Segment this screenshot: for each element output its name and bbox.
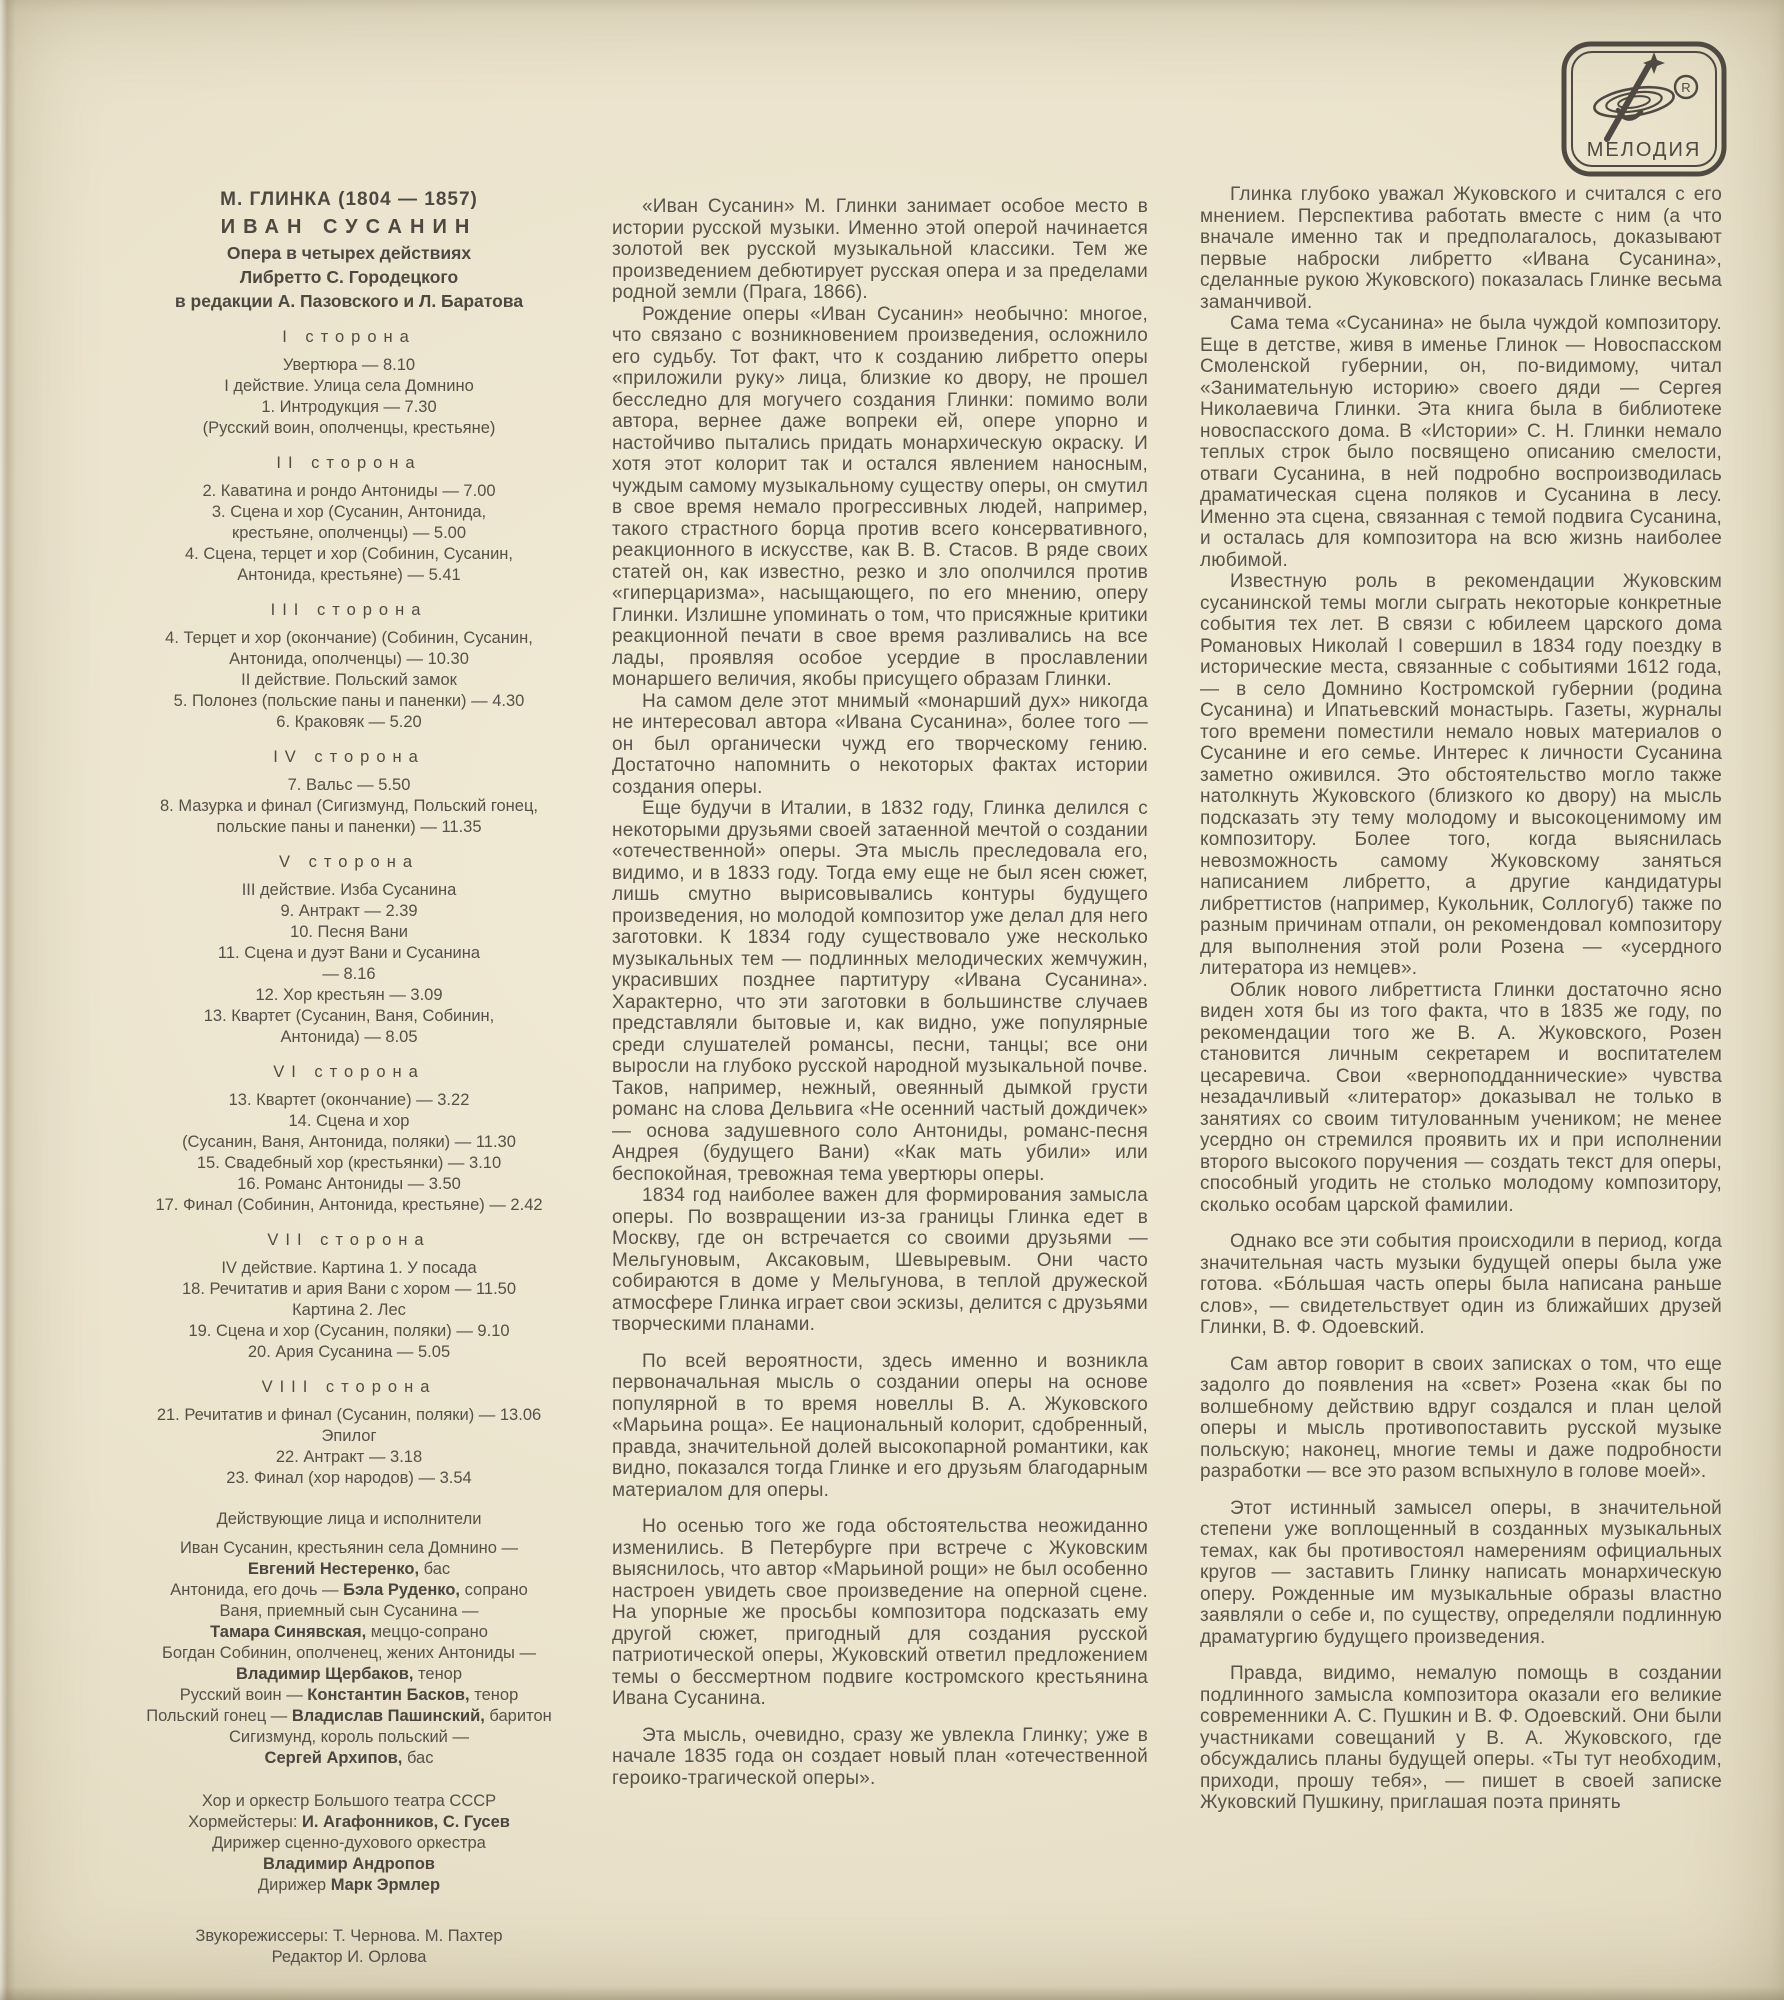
opera-subtitle-3: в редакции А. Пазовского и Л. Баратова [174,291,524,311]
side-header: V сторона [278,853,420,871]
cast-line [118,1727,580,1748]
tracklist-column [118,186,580,1968]
track-line: 7. Вальс — 5.50 [287,776,411,794]
cast-block [118,1509,580,1769]
melodiya-brand-name: МЕЛОДИЯ [1586,139,1702,161]
track-line: (Русский воин, ополченцы, крестьяне) [202,419,496,437]
track-line: крестьяне, ополченцы) — 5.00 [231,524,467,542]
opera-subtitle-1: Опера в четырех действиях [226,243,472,263]
track-line: 23. Финал (хор народов) — 3.54 [226,1469,472,1487]
cast-line [118,1559,580,1580]
performer-name: Константин Басков, [307,1686,470,1704]
performer-name: Владимир Щербаков, [235,1665,414,1683]
track-line: Картина 2. Лес [292,1301,406,1319]
performers-line [118,1875,580,1896]
registered-letter: R [1681,80,1691,95]
cast-line [118,1601,580,1622]
track-line: 6. Краковяк — 5.20 [276,713,422,731]
performers-line [118,1854,580,1875]
opera-title: ИВАН СУСАНИН [220,216,478,238]
liner-notes-paragraph: Еще будучи в Италии, в 1832 году, Глинка делился с некоторыми друзьями своей затаенной мечтой о создании «отечественной» оперы. Эта мысль преследовала его, видимо, и в 1833 году. Тогда ему еще не был ясен сюжет, лишь смутно вырисовывались контуры будущего произведения, но молодой композитор уже делал для него заготовки. К 1834 году существовало уже несколько музыкальных тем — подлинных мелодических жемчужин, украсивших позднее партитуру «Ивана Сусанина». Характерно, что эти заготовки в большинстве случаев представляли бытовые и, как видно, уже популярные среди слушателей романсы, песни, танцы; все они выросли на глубоко русской народной музыкальной почве. Таков, например, нежный, овеянный дымкой грусти романс на слова Дельвига «Не осенний частый дождичек» — основа задушевного соло Антониды, романс-песня Андрея (будущего Вани) «Как мать убили» или беспокойная, тревожная тема увертюры оперы. [612,798,1148,1185]
track-line: 19. Сцена и хор (Сусанин, поляки) — 9.10 [188,1322,510,1340]
role-text: Сигизмунд, король польский — [229,1728,469,1746]
credits-line: Звукорежиссеры: Т. Чернова. М. Пахтер [195,1927,503,1945]
role-text: Иван Сусанин, крестьянин села Домнино — [179,1539,519,1557]
liner-notes-paragraph: 1834 год наиболее важен для формирования замысла оперы. По возвращении из-за границы Глинка едет в Москву, где он встречается со своими друзьями — Мельгуновым, Аксаковым, Шевыревым. Они часто собираются в доме у Мельгунова, в теплой дружеской атмосфере Глинка играет свои эскизы, делится с друзьями творческими планами. [612,1185,1148,1335]
side-header: VI сторона [273,1063,425,1081]
liner-notes-paragraph: «Иван Сусанин» М. Глинки занимает особое место в истории русской музыки. Именно этой оперой начинается золотой век русской музыкальной классики. Тем же произведением дебютирует русская опера и за пределами родной земли (Прага, 1866). [612,196,1148,303]
liner-notes-paragraph: Эта мысль, очевидно, сразу же увлекла Глинку; уже в начале 1835 года он создает новый план «отечественной героико-трагической оперы». [612,1724,1148,1789]
role-text: Хормейстеры: [188,1813,303,1831]
track-line: Увертюра — 8.10 [282,356,416,374]
performer-name: Владислав Пашинский, [291,1707,485,1725]
cast-line [118,1580,580,1601]
track-line: 2. Каватина и рондо Антониды — 7.00 [202,482,496,500]
performer-name: Тамара Синявская, [210,1623,367,1641]
track-line: IV действие. Картина 1. У посада [221,1259,477,1277]
track-line: Антонида, крестьяне) — 5.41 [237,566,461,584]
role-text: Хор и оркестр Большого театра СССР [201,1792,497,1810]
m-monogram-icon [1607,65,1649,139]
track-line: 11. Сцена и дуэт Вани и Сусанина [217,944,481,962]
track-line: 18. Речитатив и ария Вани с хором — 11.50 [181,1280,517,1298]
role-text: сопрано [460,1581,528,1599]
track-line: 10. Песня Вани [290,923,408,941]
side-header: III сторона [270,601,428,619]
credits-block [118,1926,580,1968]
performer-name: Марк Эрмлер [330,1876,441,1894]
liner-notes-paragraph: Этот истинный замысел оперы, в значительной степени уже воплощенный в созданных музыкальных темах, как бы противостоял намерениям официальных кругов — заставить Глинку написать монархическую оперу. Рожденные им музыкальные образы властно заявляли о себе и, по существу, определяли подлинную драматургию будущего произведения. [1200,1497,1722,1648]
liner-notes-paragraph: Но осенью того же года обстоятельства неожиданно изменились. В Петербурге при встрече с Жуковским выяснилось, что автор «Марьиной рощи» не был особенно настроен увидеть свое произведение на оперной сцене. На упорные же просьбы композитора подсказать ему другой сюжет, пригодный для создания русской патриотической оперы, Жуковский ответил предложением темы о бессмертном подвиге костромского крестьянина Ивана Сусанина. [612,1516,1148,1709]
performers-line [118,1833,580,1854]
liner-notes-paragraph: Известную роль в рекомендации Жуковским сусанинской темы могли сыграть некоторые конкретные события тех лет. В связи с юбилеем царского дома Романовых Николай I совершил в 1834 году поездку в исторические места, связанные с событиями 1612 года, — в село Домнино Костромской губернии (родина Сусанина) и Ипатьевский монастырь. Газеты, журналы того времени поместили немало новых материалов о Сусанине и его семье. Интерес к личности Сусанина заметно оживился. Это обстоятельство могло также натолкнуть Жуковского (близкого ко двору) на мысль подсказать эту тему молодому и высокоценимому им композитору. Более того, когда выяснилась невозможность самому Жуковскому заняться написанием либретто, а другие кандидатуры либреттистов (например, Кукольник, Соллогуб) также по разным причинам отпали, он рекомендовал композитору для выполнения этой роли Розена — «усердного литератора из немцев». [1200,571,1722,979]
side-header: IV сторона [273,748,425,766]
role-text: Польский гонец — [146,1707,292,1725]
liner-notes-paragraph: Однако все эти события происходили в период, когда значительная часть музыки будущей оперы была уже готова. «Бо́льшая часть оперы была написана раньше слов», — свидетельствует один из ближайших друзей Глинки, В. Ф. Одоевский. [1200,1231,1722,1338]
track-line: Антонида, ополченцы) — 10.30 [229,650,469,668]
track-line: I действие. Улица села Домнино [224,377,474,395]
role-text: Ваня, приемный сын Сусанина — [219,1602,479,1620]
role-text: тенор [413,1665,463,1683]
paper-edge-left [0,0,16,2000]
track-line: II действие. Польский замок [241,671,457,689]
cast-line [118,1685,580,1706]
liner-notes-paragraph: Правда, видимо, немалую помощь в создании подлинного замысла композитора оказали его великие современники А. С. Пушкин и В. Ф. Одоевский. Они были участниками совещаний у В. А. Жуковского, где обсуждались планы будущей оперы. «Ты тут необходим, приходи, прошу тебя», — пишет в своей записке Жуковский Пушкину, приглашая поэта принять [1200,1663,1722,1813]
track-line: 14. Сцена и хор [288,1112,410,1130]
cast-line [118,1622,580,1643]
role-text: Дирижер [257,1876,331,1894]
cast-line [118,1664,580,1685]
role-text: Русский воин — [179,1686,308,1704]
liner-notes-paragraph: По всей вероятности, здесь именно и возникла первоначальная мысль о создании оперы на основе популярной в то время новеллы В. А. Жуковского «Марьина роща». Ее национальный колорит, сдобренный, правда, значительной долей высокопарной романтики, как видно, показался тогда Глинке и его друзьям благодарным материалом для оперы. [612,1350,1148,1501]
performer-name: Владимир Андропов [263,1855,435,1873]
liner-notes-paragraph: На самом деле этот мнимый «монарший дух» никогда не интересовал автора «Ивана Сусанина», более того — он был органически чужд его творческому гению. Достаточно напомнить о некоторых фактах истории создания оперы. [612,690,1148,798]
side-header: VII сторона [267,1231,431,1249]
side-header: II сторона [276,454,422,472]
cast-line [118,1706,580,1727]
side-header: VIII сторона [261,1378,437,1396]
track-line: 12. Хор крестьян — 3.09 [255,986,443,1004]
performer-name: Евгений Нестеренко, [247,1560,420,1578]
liner-notes-paragraph: Рождение оперы «Иван Сусанин» необычно: многое, что связано с возникновением произведения, осложнило его судьбу. Тот факт, что к созданию либретто оперы «приложили руку» лица, близкие ко двору, не прошел бесследно для могучего создания Глинки: помимо воли автора, вернее даже вопреки ей, опере упорно и настойчиво пытались придать монархическую окраску. И хотя этот колорит так и остался явлением наносным, чуждым самому музыкальному существу оперы, он смутил в свое время немало прогрессивных людей, например, такого страстного борца против всего консервативного, реакционного в искусстве, как В. В. Стасов. В ряде своих статей он, как известно, резко и зло ополчился против «гиперцаризма», насыщающего, по его мнению, оперу Глинки. Излишне упоминать о том, что присяжные критики реакционной печати в свое время разливались на все лады, проявляя особое усердие в прославлении монаршего величия, якобы присущего образам Глинки. [612,303,1148,690]
liner-notes-column-2 [1200,184,1722,1814]
opera-subtitle-2: Либретто С. Городецкого [239,267,459,287]
performers-line [118,1791,580,1812]
cast-lines [118,1538,580,1769]
liner-notes-paragraph: Облик нового либреттиста Глинки достаточно ясно виден хотя бы из того факта, что в 1835 же году, по рекомендации того же В. А. Жуковского, Розен становится личным секретарем и воспитателем цесаревича. Свои «верноподданнические» чувства незадачливый «литератор» доказывал не только в занятиях со своим титулованным учеником; не менее усердно он стремился проявить их и при исполнении второго высокого поручения — создать текст для оперы, способный угодить не столько молодому композитору, сколько особам царской фамилии. [1200,979,1722,1216]
track-line: 17. Финал (Собинин, Антонида, крестьяне) — 2.42 [155,1196,543,1214]
track-line: 8. Мазурка и финал (Сигизмунд, Польский гонец, [160,797,538,815]
role-text: Дирижер сценно-духового оркестра [212,1834,486,1852]
role-text: Богдан Собинин, ополченец, жених Антониды — [162,1644,536,1662]
track-line: польские паны и паненки) — 11.35 [216,818,482,836]
liner-notes-column-1 [612,196,1148,1789]
performer-name: Сергей Архипов, [264,1749,403,1767]
track-line: Эпилог [321,1427,377,1445]
cast-line [118,1538,580,1559]
cast-line [118,1748,580,1769]
role-text: баритон [484,1707,552,1725]
track-line: (Сусанин, Ваня, Антонида, поляки) — 11.30 [182,1133,516,1151]
performers-line [118,1812,580,1833]
track-line: 21. Речитатив и финал (Сусанин, поляки) — 13.06 [156,1406,542,1424]
tracklist [118,327,580,1489]
track-line: 1. Интродукция — 7.30 [261,398,437,416]
performers-block [118,1791,580,1896]
track-line: 20. Ария Сусанина — 5.05 [247,1343,451,1361]
performer-name: Бэла Руденко, [343,1581,460,1599]
role-text: бас [402,1749,434,1767]
cast-line [118,1643,580,1664]
track-line: 15. Свадебный хор (крестьянки) — 3.10 [196,1154,502,1172]
performer-name: И. Агафонников, С. Гусев [302,1813,510,1831]
paper-edge-bottom [0,1986,1784,2000]
liner-notes-paragraph: Сама тема «Сусанина» не была чуждой композитору. Еще в детстве, живя в именье Глинок — Новоспасском Смоленской губернии, он, по-видимому, читал «Занимательную историю» своего дяди — Сергея Николаевича Глинки. Эта книга была в библиотеке новоспасского дома. В «Истории» С. Н. Глинки немало теплых строк было посвящено описанию смелости, отваги Сусанина, в ней подробно воспроизводилась драматическая сцена поляков и Сусанина в лесу. Именно эта сцена, связанная с темой подвига Сусанина, и осталась для композитора на всю жизнь наиболее любимой. [1200,313,1722,571]
liner-notes-paragraph: Сам автор говорит в своих записках о том, что еще задолго до появления на «свет» Розена «как бы по волшебному действию вдруг создался и план целой оперы и мысль противопоставить русской музыке польскую; наконец, многие темы и даже подробности разработки — все это разом вспыхнуло в голове моей». [1200,1353,1722,1482]
role-text: бас [419,1560,451,1578]
track-line: 13. Квартет (Сусанин, Ваня, Собинин, [203,1007,495,1025]
role-text: тенор [469,1686,519,1704]
track-line: 22. Антракт — 3.18 [275,1448,423,1466]
composer-line: М. ГЛИНКА (1804 — 1857) [220,189,478,210]
track-line: III действие. Изба Сусанина [241,881,457,899]
track-line: Антонида) — 8.05 [280,1028,418,1046]
cast-header: Действующие лица и исполнители [216,1510,482,1528]
track-line: 4. Сцена, терцет и хор (Собинин, Сусанин, [184,545,514,563]
track-line: 5. Полонез (польские паны и паненки) — 4.30 [173,692,525,710]
role-text: Антонида, его дочь — [170,1581,344,1599]
track-line: 16. Романс Антониды — 3.50 [237,1175,461,1193]
track-line: 3. Сцена и хор (Сусанин, Антонида, [211,503,487,521]
track-line: — 8.16 [322,965,376,983]
role-text: меццо-сопрано [366,1623,488,1641]
track-line: 9. Антракт — 2.39 [280,902,418,920]
side-header: I сторона [282,328,416,346]
track-line: 13. Квартет (окончание) — 3.22 [228,1091,470,1109]
melodiya-logo [1560,40,1728,178]
credits-line: Редактор И. Орлова [271,1948,427,1966]
track-line: 4. Терцет и хор (окончание) (Собинин, Сусанин, [165,629,533,647]
liner-notes-paragraph: Глинка глубоко уважал Жуковского и считался с его мнением. Перспектива работать вместе с ним (а что вначале именно так и предполагалось, доказывают первые наброски либретто «Ивана Сусанина», сделанные рукою Жуковского) показалась Глинке весьма заманчивой. [1200,184,1722,313]
